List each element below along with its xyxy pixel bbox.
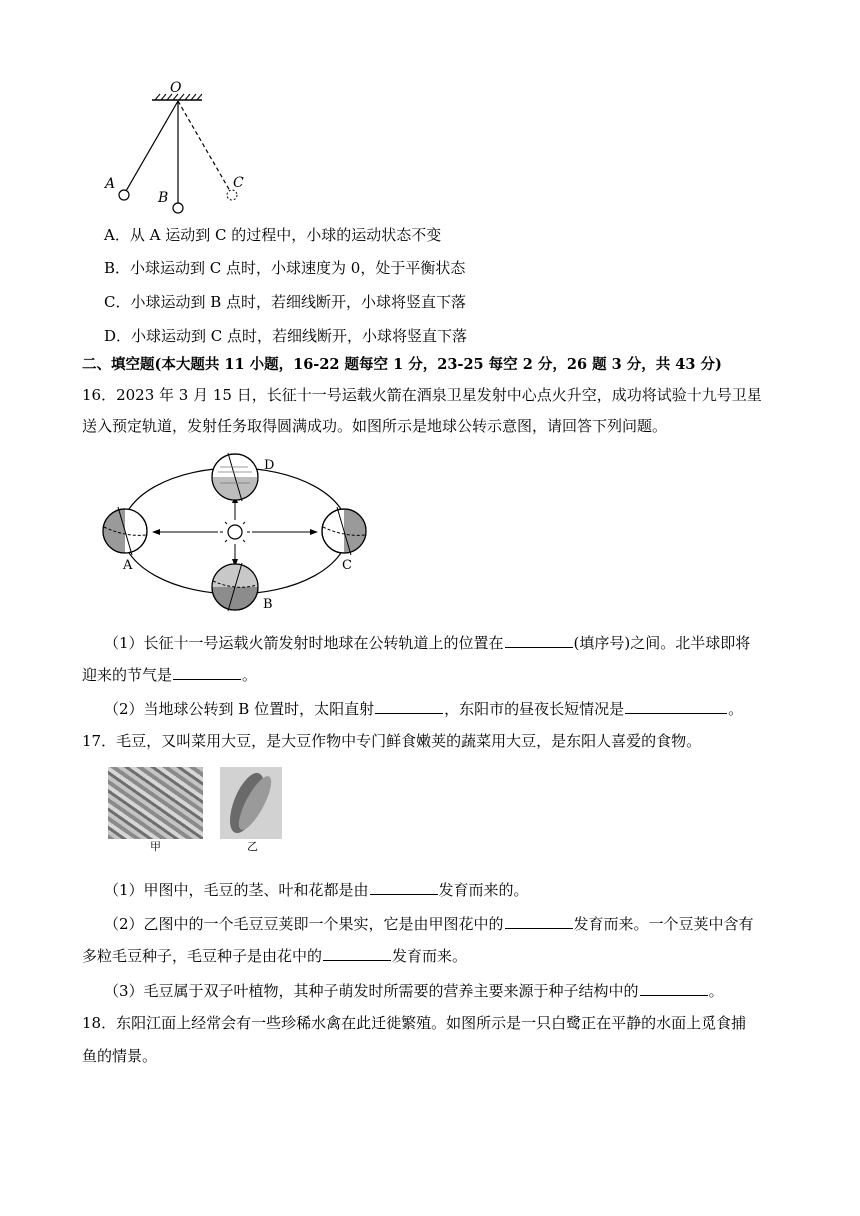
answer-blank[interactable] — [173, 663, 241, 680]
orbit-label-d: D — [264, 458, 275, 473]
q15-option-b: B．小球运动到 C 点时，小球速度为 0，处于平衡状态 — [104, 259, 466, 277]
pendulum-label-o: O — [170, 80, 182, 96]
q17-sub2-line-1: （2）乙图中的一个毛豆豆荚即一个果实，它是由甲图花中的 发育而来。一个豆荚中含有 — [104, 912, 754, 934]
q16-sub1-line-1: （1）长征十一号运载火箭发射时地球在公转轨道上的位置在 (填序号)之间。北半球即将 — [104, 631, 750, 653]
earth-b — [212, 563, 258, 611]
q16-stem-line-2: 送入预定轨道，发射任务取得圆满成功。如图所示是地球公转示意图，请回答下列问题。 — [82, 417, 668, 435]
photo-jia-label: 甲 — [150, 840, 161, 853]
q16-stem-line-1: 16．2023 年 3 月 15 日，长征十一号运载火箭在酒泉卫星发射中心点火升空，成功将试验十九号卫星 — [82, 386, 762, 404]
q15-option-d: D．小球运动到 C 点时，若细线断开，小球将竖直下落 — [104, 327, 468, 345]
string-a — [126, 101, 178, 191]
q17-sub1: （1）甲图中，毛豆的茎、叶和花都是由 发育而来的。 — [104, 878, 529, 900]
earth-a — [103, 507, 147, 555]
q18-stem-line-2: 鱼的情景。 — [82, 1047, 158, 1065]
answer-blank[interactable] — [625, 697, 727, 714]
earth-orbit-diagram — [98, 445, 378, 613]
photo-jia — [108, 767, 203, 839]
sun-icon — [228, 525, 242, 539]
pendulum-diagram — [100, 78, 270, 223]
answer-blank[interactable] — [323, 944, 391, 961]
answer-blank[interactable] — [505, 631, 573, 648]
answer-blank[interactable] — [370, 878, 438, 895]
ball-c — [227, 190, 237, 200]
ball-b — [173, 203, 183, 213]
pendulum-label-c: C — [233, 175, 244, 191]
photo-yi-label: 乙 — [247, 840, 258, 853]
string-c — [178, 101, 230, 191]
q15-option-a: A．从 A 运动到 C 的过程中，小球的运动状态不变 — [104, 226, 442, 244]
photo-yi — [220, 767, 282, 839]
q18-stem-line-1: 18．东阳江面上经常会有一些珍稀水禽在此迁徙繁殖。如图所示是一只白鹭正在平静的水面上觅食捕 — [82, 1014, 747, 1032]
q17-stem: 17．毛豆，又叫菜用大豆，是大豆作物中专门鲜食嫩荚的蔬菜用大豆，是东阳人喜爱的食物。 — [82, 732, 702, 750]
answer-blank[interactable] — [505, 912, 573, 929]
q17-sub3: （3）毛豆属于双子叶植物，其种子萌发时所需要的营养主要来源于种子结构中的 。 — [104, 979, 724, 1001]
q17-sub2-line-2: 多粒毛豆种子，毛豆种子是由花中的 发育而来。 — [82, 944, 467, 966]
orbit-label-a: A — [123, 558, 133, 573]
pendulum-label-a: A — [105, 176, 116, 192]
earth-d — [212, 453, 258, 501]
q16-sub1-line-2: 迎来的节气是 。 — [82, 663, 257, 685]
answer-blank[interactable] — [640, 979, 708, 996]
orbit-label-c: C — [342, 558, 352, 573]
section-heading: 二、填空题(本大题共 11 小题，16-22 题每空 1 分，23-25 每空 2 分，26 题 3 分，共 43 分) — [82, 356, 722, 373]
earth-c — [322, 507, 366, 555]
q15-option-c: C．小球运动到 B 点时，若细线断开，小球将竖直下落 — [104, 293, 467, 311]
pendulum-label-b: B — [158, 190, 169, 206]
orbit-label-b: B — [263, 597, 273, 612]
answer-blank[interactable] — [375, 697, 443, 714]
q16-sub2: （2）当地球公转到 B 位置时，太阳直射 ，东阳市的昼夜长短情况是 。 — [104, 697, 743, 719]
ball-a — [119, 190, 129, 200]
